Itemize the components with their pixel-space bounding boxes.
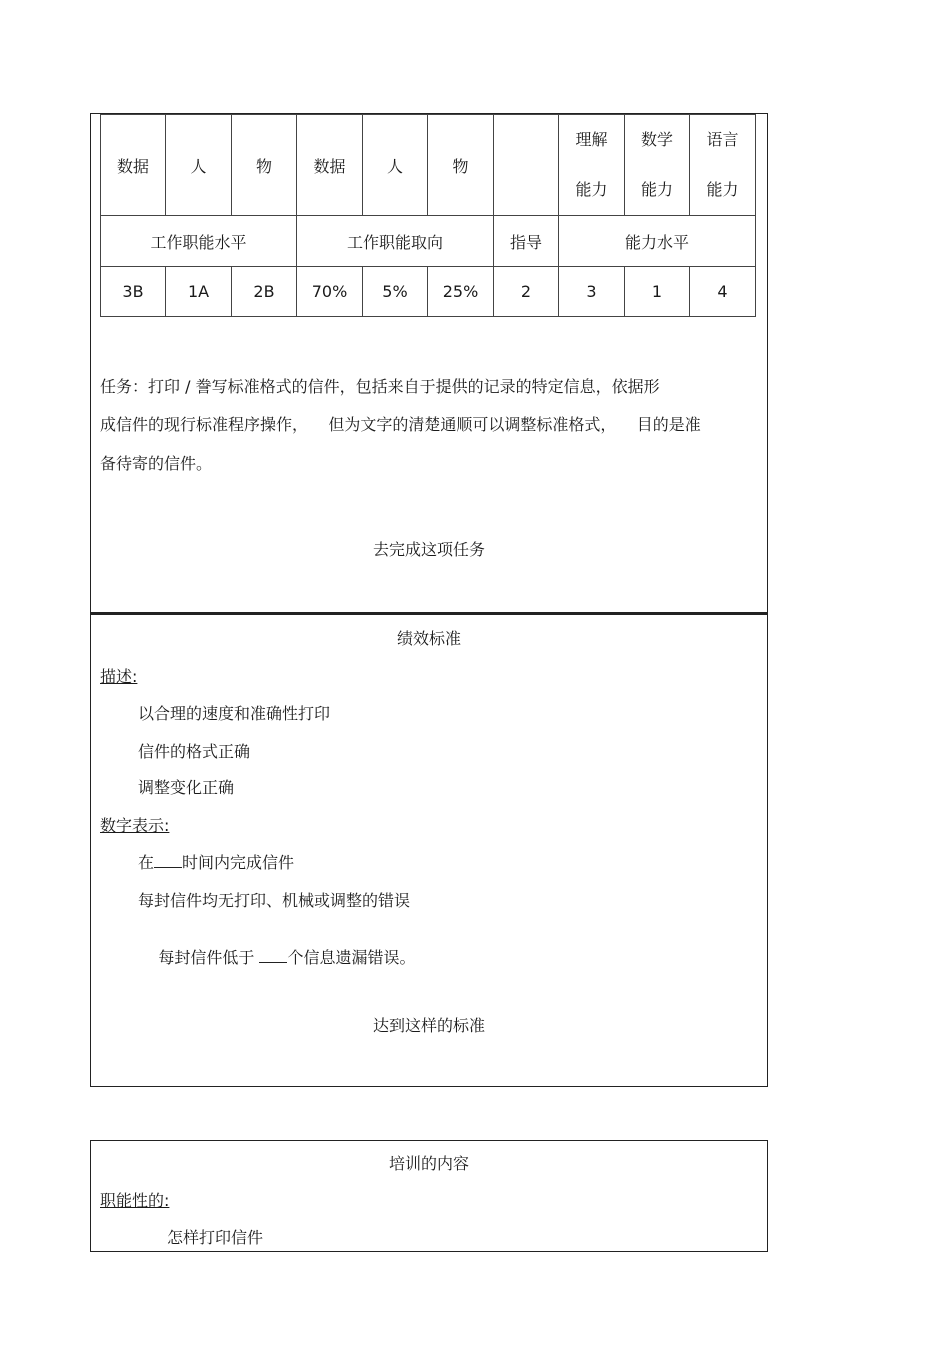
table-cell: 25% <box>428 267 494 317</box>
list-item <box>138 926 415 987</box>
list-item <box>138 850 294 873</box>
table-cell: 能力水平 <box>559 216 756 267</box>
table-cell: 指导 <box>494 216 559 267</box>
list-item-text: 时间内完成信件 <box>182 853 295 872</box>
job-function-section <box>90 113 768 613</box>
task-line: 任务：打印 / 誊写标准格式的信件，包括来自于提供的记录的特定信息，依据形 <box>100 377 660 396</box>
ability-header-line1: 语言 <box>706 130 739 149</box>
table-cell <box>559 115 625 216</box>
table-cell: 70% <box>297 267 363 317</box>
fill-blank <box>154 853 182 868</box>
numeric-label: 数字表示: <box>100 816 170 835</box>
list-item: 调整变化正确 <box>138 778 235 797</box>
table-row <box>101 267 756 317</box>
table-cell: 2B <box>232 267 297 317</box>
list-item: 每封信件均无打印、机械或调整的错误 <box>138 891 411 910</box>
ability-header-line2: 能力 <box>640 180 673 199</box>
table-cell: 物 <box>232 115 297 216</box>
table-cell: 工作职能水平 <box>101 216 297 267</box>
list-item: 怎样打印信件 <box>167 1228 264 1247</box>
task-line: 备待寄的信件。 <box>100 454 213 473</box>
table-cell <box>625 115 690 216</box>
ability-header-line2: 能力 <box>575 180 608 199</box>
table-cell: 数据 <box>101 115 166 216</box>
table-cell <box>690 115 756 216</box>
table-cell: 3B <box>101 267 166 317</box>
functional-label: 职能性的: <box>100 1191 170 1210</box>
table-cell: 5% <box>363 267 428 317</box>
performance-goal: 达到这样的标准 <box>372 1016 485 1035</box>
table-cell: 数据 <box>297 115 363 216</box>
table-row <box>101 216 756 267</box>
table-cell: 4 <box>690 267 756 317</box>
section-title: 培训的内容 <box>388 1154 469 1173</box>
performance-standards-section <box>90 613 768 1087</box>
fill-blank <box>259 948 287 963</box>
ability-header-line2: 能力 <box>706 180 739 199</box>
task-line: 成信件的现行标准程序操作， 但为文字的清楚通顺可以调整标准格式， 目的是准 <box>100 415 701 434</box>
table-cell: 1A <box>166 267 232 317</box>
job-function-table <box>100 114 756 317</box>
list-item: 信件的格式正确 <box>138 742 251 761</box>
table-cell: 人 <box>166 115 232 216</box>
table-row <box>101 115 756 216</box>
table-cell: 3 <box>559 267 625 317</box>
list-item-text: 每封信件低于 <box>158 948 260 967</box>
section-title: 绩效标准 <box>396 629 461 648</box>
table-cell <box>494 115 559 216</box>
table-cell: 2 <box>494 267 559 317</box>
list-item-text: 个信息遗漏错误。 <box>287 948 416 967</box>
table-cell: 物 <box>428 115 494 216</box>
table-cell: 工作职能取向 <box>297 216 494 267</box>
table-cell: 人 <box>363 115 428 216</box>
task-goal: 去完成这项任务 <box>372 540 485 559</box>
training-content-section <box>90 1140 768 1252</box>
table-cell: 1 <box>625 267 690 317</box>
description-label: 描述: <box>100 667 138 686</box>
ability-header-line1: 数学 <box>640 130 673 149</box>
list-item: 以合理的速度和准确性打印 <box>138 704 331 723</box>
list-item-text: 在 <box>138 853 155 872</box>
ability-header-line1: 理解 <box>575 130 608 149</box>
